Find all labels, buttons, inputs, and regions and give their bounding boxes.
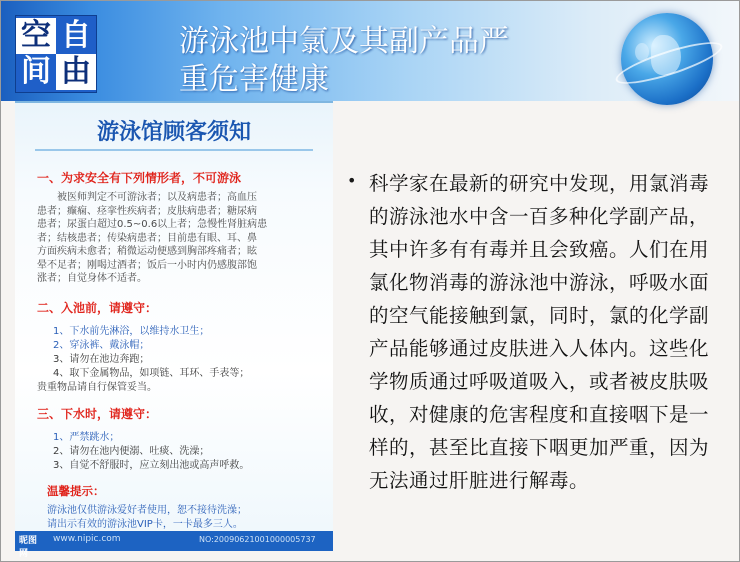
section-2-item: 3、请勿在池边奔跑；	[53, 354, 150, 365]
logo-char: 由	[56, 54, 96, 90]
section-3-item: 3、自觉不舒服时，应立刻出池或高声呼救。	[53, 460, 250, 471]
watermark-code: NO:20090621001000005737	[199, 535, 316, 544]
bullet-icon: •	[347, 171, 357, 190]
logo-char: 间	[21, 54, 51, 89]
section-1-line: 涨者；自觉身体不适者。	[37, 273, 147, 284]
section-2-item: 1、下水前先淋浴，以维持水卫生；	[53, 326, 210, 337]
section-2-heading: 二、入池前，请遵守：	[37, 301, 158, 315]
section-1-line: 方面疾病未愈者；稍微运动便感到胸部疼痛者；眩	[37, 246, 257, 257]
globe-icon	[621, 13, 713, 105]
section-1-line: 患者；尿蛋白超过0.5~0.6以上者；急慢性肾脏病患	[37, 219, 268, 230]
title-line-1: 游泳池中氯及其副产品严	[179, 24, 509, 59]
slide-title	[179, 23, 599, 99]
slide-header	[1, 1, 739, 101]
section-3-heading: 三、下水时，请遵守：	[37, 407, 158, 421]
section-1-line: 被医师判定不可游泳者；以及病患者；高血压	[57, 192, 257, 203]
logo	[15, 15, 97, 93]
section-1-line: 患者；癫痫、痉挛性疾病者；皮肤病患者；糖尿病	[37, 205, 257, 217]
section-2-item: 2、穿泳裤、戴泳帽；	[53, 340, 150, 351]
section-3-item: 1、严禁跳水；	[53, 432, 120, 443]
section-1-line: 晕不足者；刚喝过酒者；饭后一小时内仍感腹部饱	[37, 259, 257, 271]
logo-char: 自	[61, 18, 91, 53]
divider	[35, 149, 313, 151]
warm-tip-line: 请出示有效的游泳池VIP卡，一卡最多三人。	[47, 519, 243, 530]
section-3-item: 2、请勿在池内便溺、吐痰、洗澡；	[53, 446, 210, 457]
section-2-item: 4、取下金属物品，如项链、耳环、手表等；	[53, 368, 250, 379]
pool-notice-poster	[15, 101, 333, 559]
watermark-site: www.nipic.com	[53, 534, 121, 544]
warm-tip-heading: 温馨提示：	[47, 484, 105, 498]
section-2-item: 贵重物品请自行保管妥当。	[37, 382, 157, 393]
title-line-2: 重危害健康	[179, 62, 329, 97]
section-1-body	[37, 191, 321, 286]
poster-title: 游泳馆顾客须知	[96, 120, 251, 145]
warm-tip-line: 游泳池仅供游泳爱好者使用，恕不接待洗澡；	[47, 505, 247, 516]
section-1-line: 者；结核患者；传染病患者；目前患有眼、耳、鼻	[37, 232, 257, 244]
watermark-logo: 昵图网	[19, 536, 38, 559]
logo-char: 空	[16, 18, 56, 54]
section-1-heading: 一、为求安全有下列情形者，不可游泳	[37, 171, 242, 185]
poster-footer	[15, 531, 333, 559]
body-paragraph: 科学家在最新的研究中发现，用氯消毒的游泳池水中含一百多种化学副产品，其中许多有有毒并且会致癌。人们在用氯化物消毒的游泳池中游泳，呼吸水面的空气能接触到氯，同时，氯的化学副产品能够通过皮肤进入人体内。这些化学物质通过呼吸道吸入，或者被皮肤吸收，对健康的危害程度和直接咽下是一样的，甚至比直接下咽更加严重，因为无法通过肝脏进行解毒。	[369, 172, 710, 492]
